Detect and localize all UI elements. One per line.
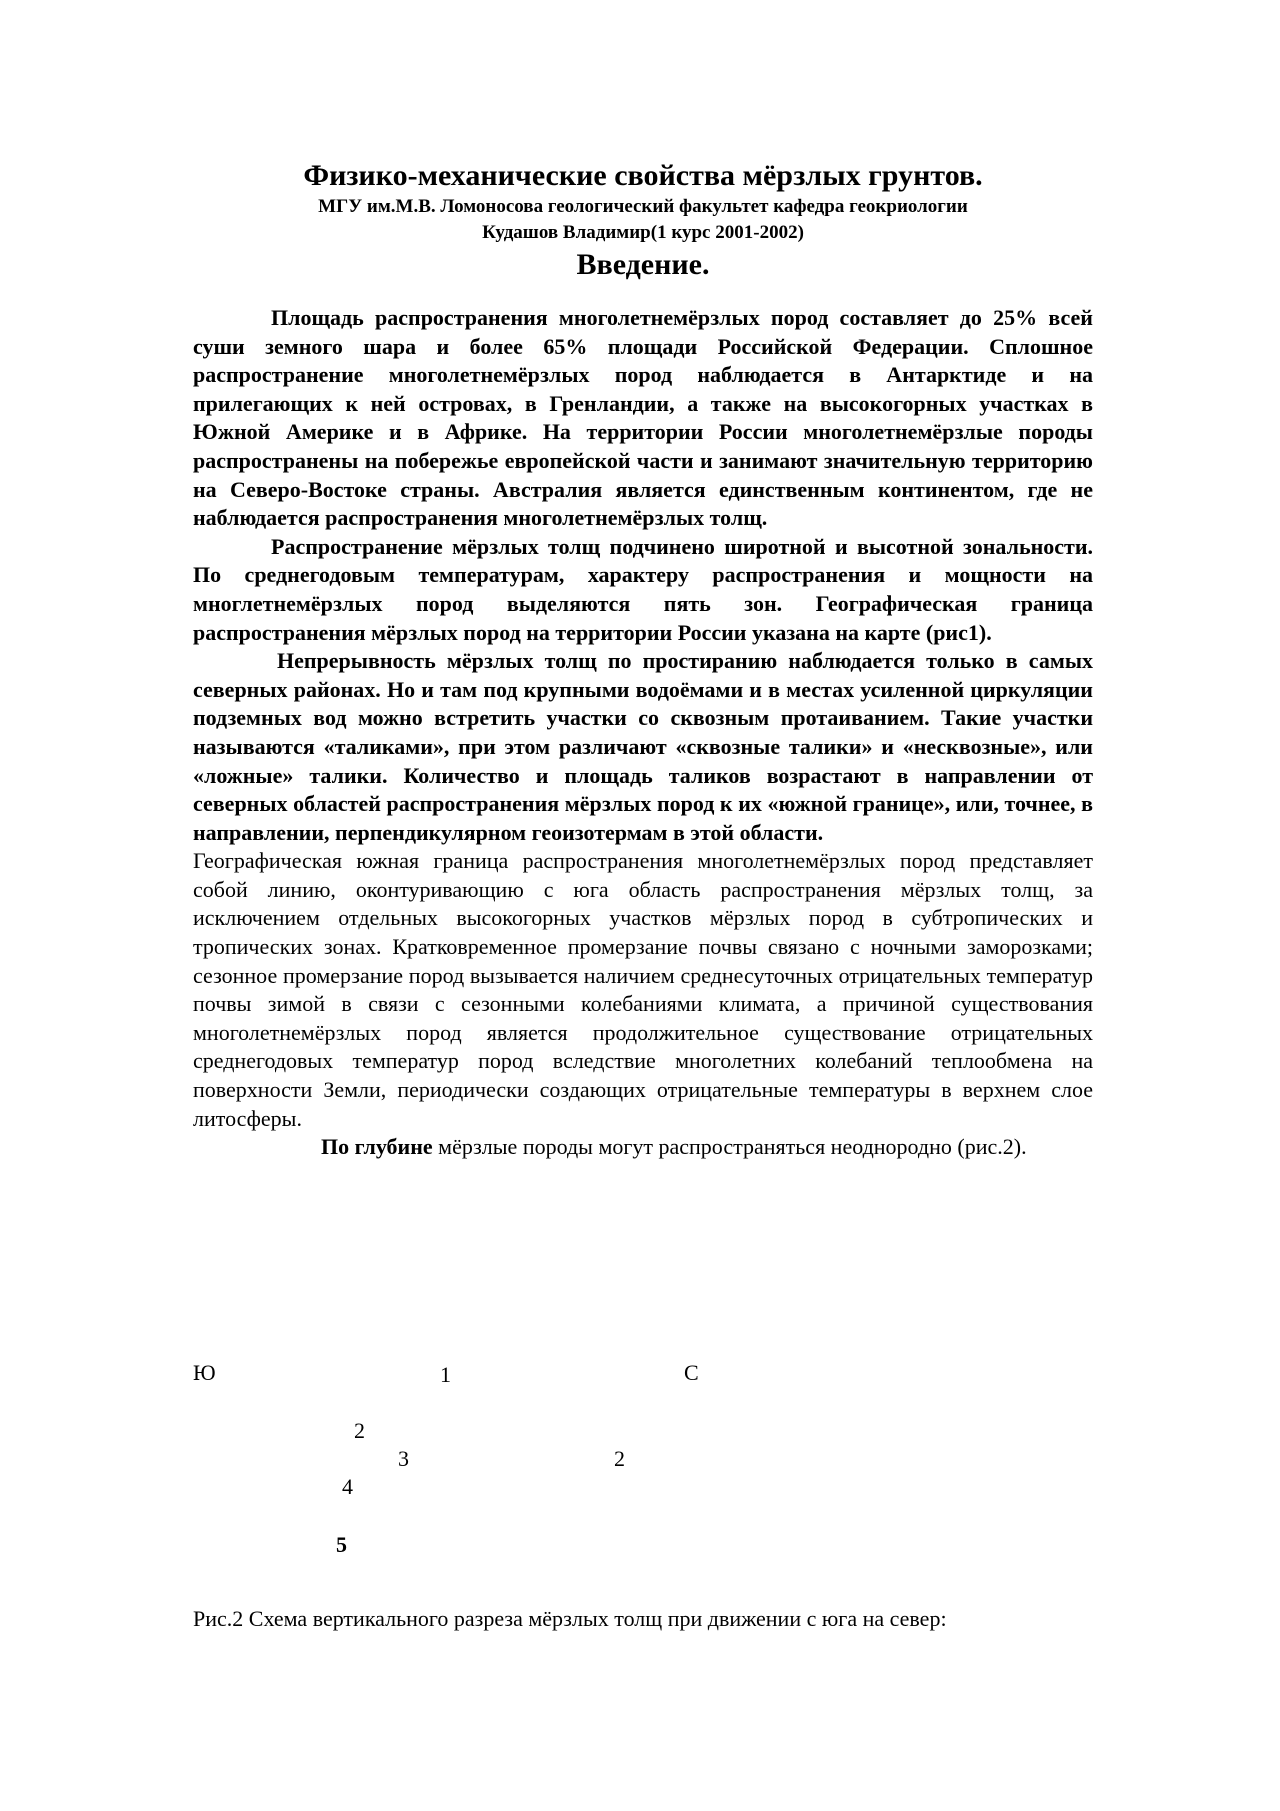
paragraph-distribution: Площадь распространения многолетнемёрзлых пород составляет до 25% всей суши земного шара и более 65% площади Российской Федерации. Сплошное распространение многолетнемёрзлых пород наблюдается в Антарктиде и на прилегающих к ней островах, в Гренландии, а также на высокогорных участках в Южной Америке и в Африке. На территории России многолетнемёрзлые породы распространены на побережье европейской части и занимают значительную территорию на Северо-Востоке страны. Австралия является единственным континентом, где не наблюдается распространения многолетнемёрзлых толщ. xyxy=(193,305,1093,531)
figure-caption: Рис.2 Схема вертикального разреза мёрзлых толщ при движении с юга на север: xyxy=(193,1606,947,1631)
label-zone-4: 4 xyxy=(342,1474,353,1499)
document-title: Физико-механические свойства мёрзлых грунтов. xyxy=(303,159,983,192)
label-zone-1: 1 xyxy=(440,1362,451,1387)
author-line: Кудашов Владимир(1 курс 2001-2002) xyxy=(482,222,804,243)
depth-lead: По глубине xyxy=(321,1134,433,1160)
label-zone-5: 5 xyxy=(336,1532,347,1557)
paragraph-taliks: Непрерывность мёрзлых толщ по простиранию наблюдается только в самых северных районах. Но и там под крупными водоёмами и в местах усиленной циркуляции подземных вод можно встретить участки со сквозным протаиванием. Такие участки называются «таликами», при этом различают «сквозные талики» и «несквозные», или «ложные» талики. Количество и площадь таликов возрастают в направлении от северных областей распространения мёрзлых пород к их «южной границе», или, точнее, в направлении, перпендикулярном геоизотермам в этой области. xyxy=(193,648,1093,845)
label-north: С xyxy=(684,1360,699,1385)
paragraph-southern-boundary: Географическая южная граница распространения многолетнемёрзлых пород представляет собой линию, оконтуривающию с юга область распространения мёрзлых толщ, за исключением отдельных высокогорных участков мёрзлых пород в субтропических и тропических зонах. Кратковременное промерзание почвы связано с ночными заморозками; сезонное промерзание пород вызывается наличием среднесуточных отрицательных температур почвы зимой в связи с сезонными колебаниями климата, а причиной существования многолетнемёрзлых пород является продолжительное существование отрицательных среднегодовых температур пород вследствие многолетних колебаний теплообмена на поверхности Земли, периодически создающих отрицательные температуры в верхнем слое литосферы. xyxy=(193,848,1093,1131)
depth-rest: мёрзлые породы могут распространяться неоднородно (рис.2). xyxy=(432,1134,1027,1160)
label-zone-2-right: 2 xyxy=(614,1446,625,1471)
document-header xyxy=(193,158,1093,284)
label-south: Ю xyxy=(193,1360,216,1385)
label-zone-2-left: 2 xyxy=(354,1418,365,1443)
section-title: Введение. xyxy=(576,248,710,281)
label-zone-3: 3 xyxy=(398,1446,409,1471)
affiliation-line: МГУ им.М.В. Ломоносова геологический факультет кафедра геокриологии xyxy=(318,196,968,217)
paragraph-depth xyxy=(193,1133,1093,1162)
paragraph-zonality: Распространение мёрзлых толщ подчинено широтной и высотной зональности. По среднегодовым температурам, характеру распространения и мощности на многлетнемёрзлых пород выделяются пять зон. Географическая граница распространения мёрзлых пород на территории России указана на карте (рис1). xyxy=(193,533,1093,645)
body-text xyxy=(193,304,1093,1162)
